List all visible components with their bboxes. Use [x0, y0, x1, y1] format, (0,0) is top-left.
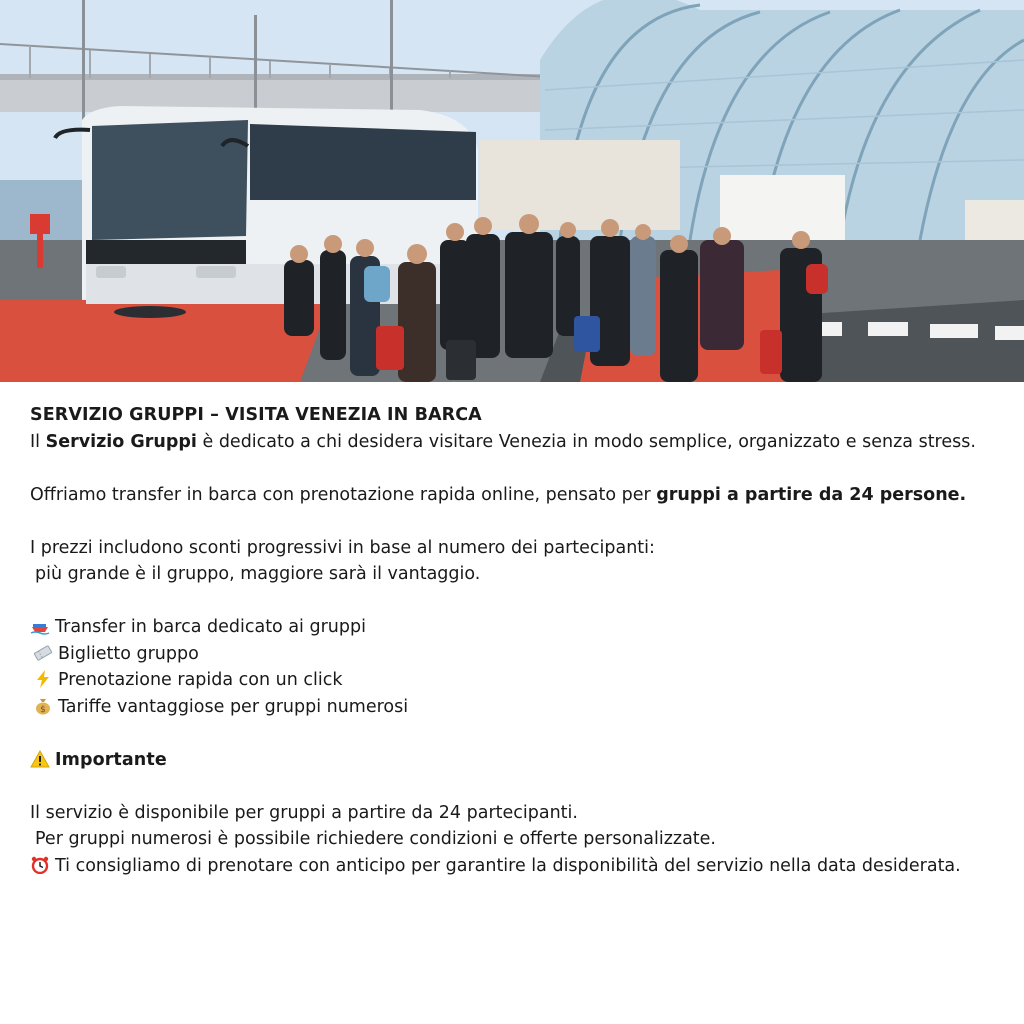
feature-text: Tariffe vantaggiose per gruppi numerosi — [58, 696, 409, 717]
article-body — [30, 402, 994, 879]
intro-bold-text: Servizio Gruppi — [45, 431, 197, 452]
feature-text: Transfer in barca dedicato ai gruppi — [55, 617, 366, 637]
feature-text: Prenotazione rapida con un click — [58, 670, 343, 690]
note-line-1: Il servizio è disponibile per gruppi a partire da 24 partecipanti. — [30, 802, 578, 823]
boat-icon — [30, 617, 50, 635]
money-bag-icon — [33, 697, 53, 715]
offer-paragraph — [30, 482, 994, 509]
feature-item — [30, 614, 994, 641]
alarm-clock-icon — [30, 856, 50, 874]
article-title: SERVIZIO GRUPPI – VISITA VENEZIA IN BARCA — [30, 405, 482, 425]
feature-list — [30, 614, 994, 720]
hero-photo — [0, 0, 1024, 382]
svg-text:$: $ — [40, 704, 46, 715]
warning-icon — [30, 750, 50, 768]
note-line-2: Per gruppi numerosi è possibile richiedere condizioni e offerte personalizzate. — [35, 829, 716, 849]
intro-paragraph — [30, 429, 994, 456]
offer-bold-text: gruppi a partire da 24 persone. — [656, 484, 967, 505]
prices-line-1: I prezzi includono sconti progressivi in base al numero dei partecipanti: — [30, 537, 655, 558]
hero-illustration — [0, 0, 1024, 382]
important-label: Importante — [55, 749, 167, 770]
intro-pre-text: Il — [30, 431, 46, 452]
intro-post-text: è dedicato a chi desidera visitare Venezia in modo semplice, organizzato e senza stress. — [196, 431, 976, 452]
lightning-icon — [33, 670, 53, 688]
feature-item — [30, 641, 994, 668]
feature-item — [30, 694, 994, 721]
offer-pre-text: Offriamo transfer in barca con prenotazione rapida online, pensato per — [30, 484, 657, 505]
feature-text: Biglietto gruppo — [58, 643, 199, 664]
note-line-3 — [30, 853, 994, 880]
ticket-icon — [33, 644, 53, 662]
note-line-3-text: Ti consigliamo di prenotare con anticipo per garantire la disponibilità del servizio nella data desiderata. — [55, 855, 961, 876]
feature-item — [30, 667, 994, 694]
important-heading — [30, 747, 994, 774]
prices-line-2: più grande è il gruppo, maggiore sarà il vantaggio. — [35, 564, 481, 584]
